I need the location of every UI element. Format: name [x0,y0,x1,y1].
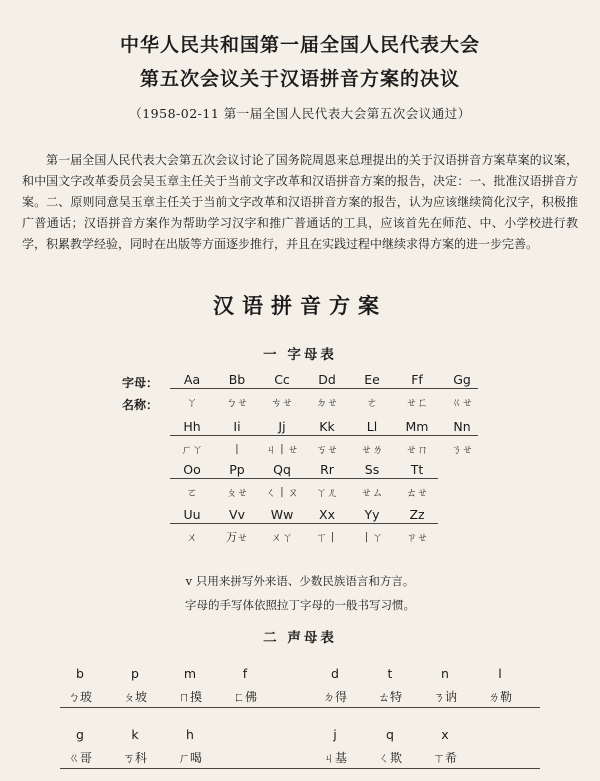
initial-letter: j [333,727,337,742]
initial-name: ㄋ讷 [432,690,457,704]
alphabet-letter-name: ㄊㄝ [406,486,428,499]
alphabet-letter-name: 丨ㄚ [361,531,383,544]
letter-row-label: 字母： [122,376,159,390]
resolution-subtitle: （1958-02-11 第一届全国人民代表大会第五次会议通过） [129,106,471,121]
alphabet-letter-name: ㄅㄝ [226,396,248,409]
alphabet-letter-name: ㄗㄝ [406,531,428,544]
alphabet-letter: Jj [278,419,286,434]
name-row-label: 名称： [122,398,159,412]
resolution-body [22,150,578,255]
alphabet-letter-name: ㄒ丨 [316,531,338,544]
initial-letter: l [498,666,502,681]
alphabet-section-title: 一 字母表 [263,347,337,363]
alphabet-letter-name: ㄉㄝ [316,396,338,409]
alphabet-letter: Zz [409,507,425,522]
alphabet-letter: Pp [229,462,245,477]
alphabet-letter-name: ㄝㄈ [406,396,428,409]
alphabet-letter-name: 丨 [231,443,243,456]
alphabet-letter: Ww [270,507,294,522]
initial-letter: t [387,666,393,681]
resolution-title-line-1: 中华人民共和国第一届全国人民代表大会 [119,34,480,56]
alphabet-letter: Qq [273,462,291,477]
initial-letter: p [131,666,139,681]
initial-letter: f [242,666,248,681]
alphabet-note-2: 字母的手写体依照拉丁字母的一般书写习惯。 [185,598,415,612]
alphabet-letter: Ee [364,372,380,387]
alphabet-letter-name: ㄑ丨ㄡ [265,486,299,499]
alphabet-letter: Xx [319,507,335,522]
initial-letter: x [441,727,449,742]
alphabet-letter-name: ㄝㄙ [361,486,383,499]
initial-name: ㄅ玻 [67,690,92,704]
alphabet-letter: Ss [364,462,380,477]
alphabet-letter: Aa [183,372,201,387]
alphabet-letter: Kk [319,419,335,434]
alphabet-note-1: v 只用来拼写外来语、少数民族语言和方言。 [185,574,415,588]
alphabet-letter-name: ㄝㄇ [406,443,428,456]
alphabet-letter-name: ㄨ [186,531,198,544]
alphabet-letter: Bb [228,372,246,387]
initial-name: ㄇ摸 [177,690,202,704]
initial-name: ㄍ哥 [67,751,92,765]
alphabet-letter-name: ㄜ [366,396,378,409]
initials-row-divider [60,707,540,708]
initial-name: ㄆ坡 [122,690,147,704]
alphabet-letter: Ii [233,419,241,434]
alphabet-letter-name: ㄚ [186,396,198,409]
alphabet-letter-name: ㄋㄝ [451,443,473,456]
alphabet-letter-name: ㄘㄝ [271,396,293,409]
alphabet-letter: Ll [366,419,378,434]
initial-name: ㄊ特 [377,690,402,704]
alphabet-letter-name: ㄐ丨ㄝ [265,443,299,456]
alphabet-letter-name: ㄚㄦ [316,486,338,499]
plan-title: 汉语拼音方案 [213,294,387,318]
alphabet-letter-name: ㄨㄚ [271,531,293,544]
alphabet-row-divider [170,523,438,524]
initial-name: ㄎ科 [122,751,147,765]
alphabet-letter-name: ㄏㄚ [181,443,203,456]
alphabet-letter-name: ㄛ [186,486,198,499]
alphabet-letter-name: ㄪㄝ [226,531,248,544]
alphabet-letter: Mm [405,419,429,434]
initial-letter: k [131,727,139,742]
initial-letter: h [186,727,194,742]
alphabet-letter: Yy [364,507,380,522]
alphabet-letter-name: ㄎㄝ [316,443,338,456]
alphabet-letter: Gg [453,372,471,387]
initial-letter: m [183,666,197,681]
alphabet-letter-name: ㄍㄝ [451,396,473,409]
initial-name: ㄈ佛 [232,690,257,704]
initial-name: ㄌ勒 [487,690,512,704]
alphabet-letter: Vv [229,507,245,522]
alphabet-letter: Oo [183,462,201,477]
alphabet-letter: Dd [318,372,336,387]
initial-name: ㄉ得 [322,690,347,704]
initial-letter: d [331,666,339,681]
alphabet-letter: Cc [274,372,290,387]
alphabet-row-divider [170,388,478,389]
alphabet-letter: Tt [410,462,424,477]
initial-letter: b [76,666,84,681]
alphabet-row-divider [170,435,478,436]
resolution-title-line-2: 第五次会议关于汉语拼音方案的决议 [139,68,460,90]
initial-letter: q [386,727,394,742]
initial-letter: g [76,727,84,742]
initial-name: ㄒ希 [432,751,457,765]
alphabet-letter: Uu [183,507,201,522]
initial-letter: n [441,666,449,681]
alphabet-letter-name: ㄝㄌ [361,443,383,456]
alphabet-letter: Ff [411,372,423,387]
alphabet-letter: Rr [320,462,334,477]
alphabet-letter: Hh [183,419,201,434]
initial-name: ㄏ喝 [177,751,202,765]
initial-name: ㄐ基 [322,751,347,765]
resolution-paragraph: 第一届全国人民代表大会第五次会议讨论了国务院周恩来总理提出的关于汉语拼音方案草案的议案，和中国文字改革委员会吴玉章主任关于当前文字改革和汉语拼音方案的报告，决定：一、批准汉语拼音方案。二、原则同意吴玉章主任关于当前文字改革和汉语拼音方案的报告，认为应该继续简化汉字，积极推广普通话；汉语拼音方案作为帮助学习汉字和推广普通话的工具，应该首先在师范、中、小学校进行教学，积累教学经验，同时在出版等方面逐步推行，并且在实践过程中继续求得方案的进一步完善。 [22,153,578,251]
alphabet-letter-name: ㄆㄝ [226,486,248,499]
initial-name: ㄑ欺 [377,751,402,765]
alphabet-letter: Nn [453,419,471,434]
initials-section-title: 二 声母表 [263,630,337,646]
alphabet-row-divider [170,478,438,479]
initials-row-divider [60,768,540,769]
